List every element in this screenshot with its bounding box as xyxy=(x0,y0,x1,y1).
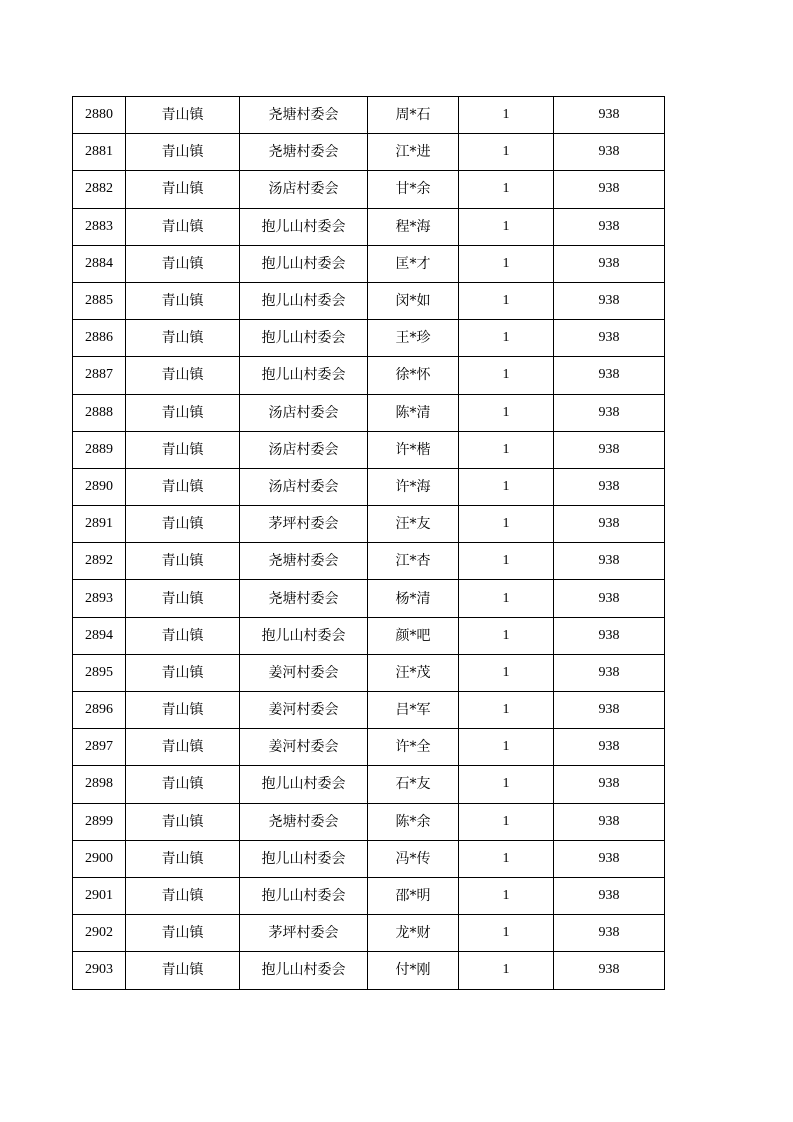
cell-village-committee: 姜河村委会 xyxy=(240,654,368,691)
cell-count: 1 xyxy=(459,320,554,357)
cell-town: 青山镇 xyxy=(126,766,240,803)
cell-village-committee: 茅坪村委会 xyxy=(240,915,368,952)
cell-amount: 938 xyxy=(554,171,665,208)
cell-town: 青山镇 xyxy=(126,840,240,877)
cell-village-committee: 抱儿山村委会 xyxy=(240,877,368,914)
cell-serial-number: 2892 xyxy=(73,543,126,580)
cell-person-name: 石*友 xyxy=(368,766,459,803)
cell-person-name: 汪*友 xyxy=(368,506,459,543)
cell-serial-number: 2893 xyxy=(73,580,126,617)
cell-serial-number: 2891 xyxy=(73,506,126,543)
cell-person-name: 颜*吧 xyxy=(368,617,459,654)
cell-town: 青山镇 xyxy=(126,357,240,394)
cell-serial-number: 2881 xyxy=(73,134,126,171)
cell-village-committee: 尧塘村委会 xyxy=(240,134,368,171)
cell-person-name: 龙*财 xyxy=(368,915,459,952)
cell-count: 1 xyxy=(459,729,554,766)
cell-count: 1 xyxy=(459,357,554,394)
cell-count: 1 xyxy=(459,431,554,468)
cell-town: 青山镇 xyxy=(126,320,240,357)
cell-amount: 938 xyxy=(554,952,665,989)
table-row xyxy=(73,840,665,877)
cell-village-committee: 姜河村委会 xyxy=(240,692,368,729)
cell-town: 青山镇 xyxy=(126,729,240,766)
cell-count: 1 xyxy=(459,245,554,282)
cell-amount: 938 xyxy=(554,468,665,505)
cell-serial-number: 2900 xyxy=(73,840,126,877)
cell-town: 青山镇 xyxy=(126,543,240,580)
cell-village-committee: 茅坪村委会 xyxy=(240,506,368,543)
cell-serial-number: 2880 xyxy=(73,97,126,134)
cell-count: 1 xyxy=(459,97,554,134)
table-row xyxy=(73,320,665,357)
cell-town: 青山镇 xyxy=(126,394,240,431)
cell-serial-number: 2895 xyxy=(73,654,126,691)
cell-amount: 938 xyxy=(554,654,665,691)
cell-village-committee: 尧塘村委会 xyxy=(240,580,368,617)
cell-count: 1 xyxy=(459,654,554,691)
table-row xyxy=(73,729,665,766)
cell-person-name: 江*进 xyxy=(368,134,459,171)
cell-amount: 938 xyxy=(554,840,665,877)
cell-person-name: 江*杏 xyxy=(368,543,459,580)
cell-town: 青山镇 xyxy=(126,803,240,840)
cell-amount: 938 xyxy=(554,877,665,914)
cell-serial-number: 2901 xyxy=(73,877,126,914)
cell-person-name: 王*珍 xyxy=(368,320,459,357)
cell-person-name: 甘*余 xyxy=(368,171,459,208)
cell-village-committee: 尧塘村委会 xyxy=(240,97,368,134)
cell-village-committee: 抱儿山村委会 xyxy=(240,952,368,989)
cell-person-name: 陈*余 xyxy=(368,803,459,840)
cell-amount: 938 xyxy=(554,357,665,394)
table-row xyxy=(73,654,665,691)
cell-village-committee: 尧塘村委会 xyxy=(240,803,368,840)
table-row xyxy=(73,357,665,394)
cell-village-committee: 尧塘村委会 xyxy=(240,543,368,580)
cell-town: 青山镇 xyxy=(126,134,240,171)
table-row xyxy=(73,506,665,543)
roster-table xyxy=(72,96,665,990)
cell-count: 1 xyxy=(459,394,554,431)
cell-count: 1 xyxy=(459,952,554,989)
cell-serial-number: 2899 xyxy=(73,803,126,840)
table-row xyxy=(73,134,665,171)
cell-serial-number: 2902 xyxy=(73,915,126,952)
cell-village-committee: 抱儿山村委会 xyxy=(240,617,368,654)
cell-amount: 938 xyxy=(554,803,665,840)
cell-count: 1 xyxy=(459,877,554,914)
cell-town: 青山镇 xyxy=(126,692,240,729)
cell-town: 青山镇 xyxy=(126,617,240,654)
cell-person-name: 陈*清 xyxy=(368,394,459,431)
cell-village-committee: 汤店村委会 xyxy=(240,171,368,208)
cell-town: 青山镇 xyxy=(126,431,240,468)
cell-count: 1 xyxy=(459,506,554,543)
cell-village-committee: 汤店村委会 xyxy=(240,431,368,468)
cell-serial-number: 2885 xyxy=(73,282,126,319)
cell-village-committee: 抱儿山村委会 xyxy=(240,766,368,803)
cell-village-committee: 抱儿山村委会 xyxy=(240,245,368,282)
cell-amount: 938 xyxy=(554,208,665,245)
cell-serial-number: 2888 xyxy=(73,394,126,431)
cell-person-name: 汪*茂 xyxy=(368,654,459,691)
cell-count: 1 xyxy=(459,580,554,617)
cell-amount: 938 xyxy=(554,431,665,468)
cell-amount: 938 xyxy=(554,282,665,319)
cell-count: 1 xyxy=(459,468,554,505)
cell-amount: 938 xyxy=(554,506,665,543)
cell-village-committee: 抱儿山村委会 xyxy=(240,320,368,357)
cell-count: 1 xyxy=(459,617,554,654)
cell-count: 1 xyxy=(459,543,554,580)
cell-person-name: 杨*清 xyxy=(368,580,459,617)
cell-town: 青山镇 xyxy=(126,877,240,914)
document-page xyxy=(72,96,665,990)
table-row xyxy=(73,282,665,319)
table-row xyxy=(73,803,665,840)
cell-person-name: 许*海 xyxy=(368,468,459,505)
cell-village-committee: 抱儿山村委会 xyxy=(240,840,368,877)
cell-person-name: 徐*怀 xyxy=(368,357,459,394)
cell-amount: 938 xyxy=(554,580,665,617)
cell-village-committee: 姜河村委会 xyxy=(240,729,368,766)
cell-count: 1 xyxy=(459,208,554,245)
cell-amount: 938 xyxy=(554,134,665,171)
cell-count: 1 xyxy=(459,766,554,803)
cell-serial-number: 2890 xyxy=(73,468,126,505)
cell-count: 1 xyxy=(459,692,554,729)
cell-amount: 938 xyxy=(554,543,665,580)
cell-count: 1 xyxy=(459,803,554,840)
table-row xyxy=(73,394,665,431)
cell-amount: 938 xyxy=(554,245,665,282)
cell-serial-number: 2897 xyxy=(73,729,126,766)
cell-serial-number: 2886 xyxy=(73,320,126,357)
cell-serial-number: 2889 xyxy=(73,431,126,468)
cell-town: 青山镇 xyxy=(126,245,240,282)
roster-table-body xyxy=(73,97,665,990)
cell-serial-number: 2883 xyxy=(73,208,126,245)
cell-serial-number: 2896 xyxy=(73,692,126,729)
cell-amount: 938 xyxy=(554,394,665,431)
table-row xyxy=(73,617,665,654)
cell-serial-number: 2884 xyxy=(73,245,126,282)
cell-town: 青山镇 xyxy=(126,654,240,691)
cell-person-name: 冯*传 xyxy=(368,840,459,877)
cell-village-committee: 汤店村委会 xyxy=(240,394,368,431)
cell-town: 青山镇 xyxy=(126,915,240,952)
table-row xyxy=(73,468,665,505)
cell-serial-number: 2882 xyxy=(73,171,126,208)
cell-village-committee: 抱儿山村委会 xyxy=(240,357,368,394)
cell-serial-number: 2903 xyxy=(73,952,126,989)
cell-village-committee: 抱儿山村委会 xyxy=(240,208,368,245)
cell-count: 1 xyxy=(459,840,554,877)
cell-town: 青山镇 xyxy=(126,282,240,319)
table-row xyxy=(73,766,665,803)
cell-amount: 938 xyxy=(554,617,665,654)
cell-person-name: 邵*明 xyxy=(368,877,459,914)
cell-person-name: 付*刚 xyxy=(368,952,459,989)
table-row xyxy=(73,208,665,245)
cell-count: 1 xyxy=(459,282,554,319)
cell-person-name: 许*全 xyxy=(368,729,459,766)
table-row xyxy=(73,97,665,134)
cell-count: 1 xyxy=(459,171,554,208)
cell-town: 青山镇 xyxy=(126,580,240,617)
cell-person-name: 吕*军 xyxy=(368,692,459,729)
cell-serial-number: 2894 xyxy=(73,617,126,654)
table-row xyxy=(73,952,665,989)
cell-person-name: 匡*才 xyxy=(368,245,459,282)
cell-village-committee: 汤店村委会 xyxy=(240,468,368,505)
cell-count: 1 xyxy=(459,915,554,952)
cell-person-name: 闵*如 xyxy=(368,282,459,319)
cell-town: 青山镇 xyxy=(126,468,240,505)
cell-person-name: 程*海 xyxy=(368,208,459,245)
cell-amount: 938 xyxy=(554,766,665,803)
cell-town: 青山镇 xyxy=(126,171,240,208)
cell-town: 青山镇 xyxy=(126,952,240,989)
table-row xyxy=(73,431,665,468)
cell-person-name: 周*石 xyxy=(368,97,459,134)
table-row xyxy=(73,171,665,208)
cell-town: 青山镇 xyxy=(126,97,240,134)
cell-serial-number: 2887 xyxy=(73,357,126,394)
cell-amount: 938 xyxy=(554,692,665,729)
cell-count: 1 xyxy=(459,134,554,171)
table-row xyxy=(73,915,665,952)
cell-amount: 938 xyxy=(554,320,665,357)
table-row xyxy=(73,245,665,282)
cell-amount: 938 xyxy=(554,915,665,952)
cell-town: 青山镇 xyxy=(126,208,240,245)
table-row xyxy=(73,692,665,729)
table-row xyxy=(73,877,665,914)
cell-amount: 938 xyxy=(554,97,665,134)
cell-village-committee: 抱儿山村委会 xyxy=(240,282,368,319)
cell-town: 青山镇 xyxy=(126,506,240,543)
cell-person-name: 许*楷 xyxy=(368,431,459,468)
cell-amount: 938 xyxy=(554,729,665,766)
table-row xyxy=(73,580,665,617)
table-row xyxy=(73,543,665,580)
cell-serial-number: 2898 xyxy=(73,766,126,803)
